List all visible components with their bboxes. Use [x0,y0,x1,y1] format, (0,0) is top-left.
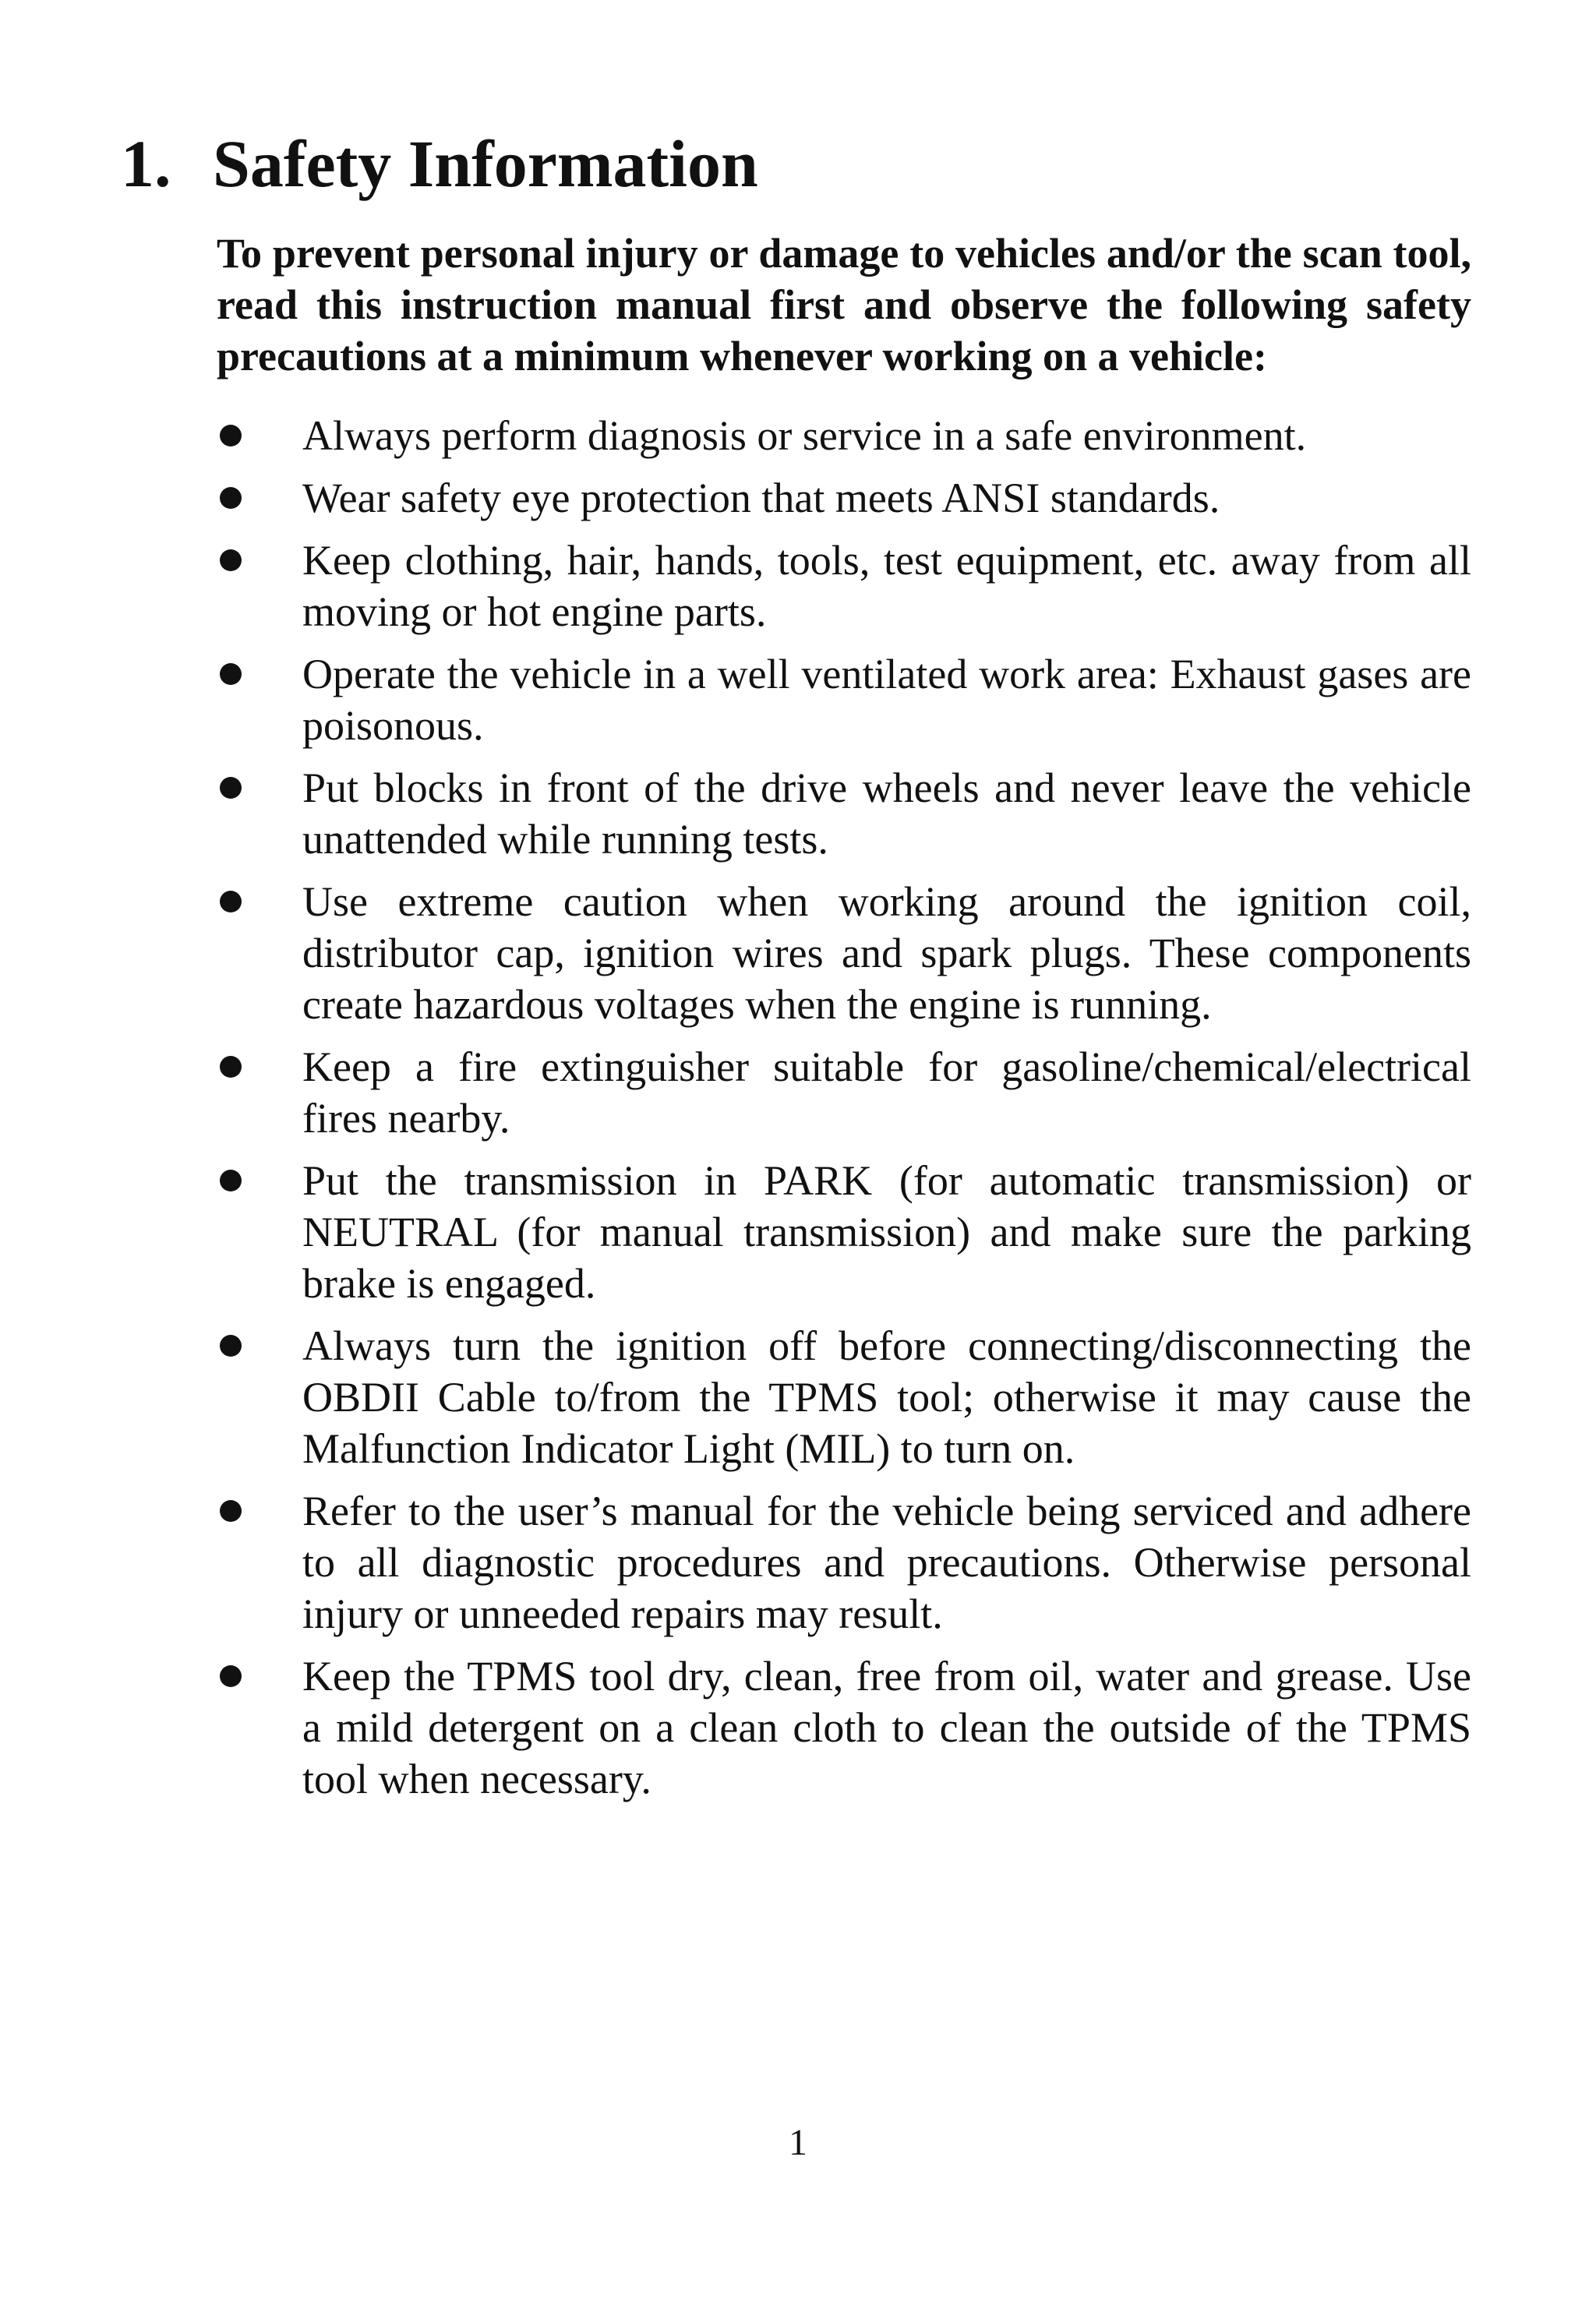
bullet-icon [220,1335,242,1357]
list-item [217,535,1471,637]
bullet-icon [220,549,242,571]
bullet-icon [220,1170,242,1191]
list-item-text: Wear safety eye protection that meets ANSI standards. [302,475,1220,521]
list-item-text: Put the transmission in PARK (for automatic transmission) or NEUTRAL (for manual transmission) and make sure the parking brake is engaged. [302,1157,1471,1307]
list-item-text: Operate the vehicle in a well ventilated work area: Exhaust gases are poisonous. [302,651,1471,749]
list-item-text: Keep a fire extinguisher suitable for gasoline/chemical/electrical fires nearby. [302,1043,1471,1142]
section-number: 1. [121,126,171,201]
intro-paragraph: To prevent personal injury or damage to vehicles and/or the scan tool, read this instruction manual first and observe the following safety precautions at a minimum whenever working on a vehicle: [217,230,1471,379]
list-item [217,472,1471,524]
page-number: 1 [789,2122,807,2163]
list-item-text: Refer to the user’s manual for the vehicle being serviced and adhere to all diagnostic procedures and precautions. Otherwise personal injury or unneeded repairs may result. [302,1488,1471,1637]
list-item-text: Put blocks in front of the drive wheels and never leave the vehicle unattended while running tests. [302,764,1471,863]
list-item-text: Keep the TPMS tool dry, clean, free from oil, water and grease. Use a mild detergent on a clean cloth to clean the outside of the TPMS tool when necessary. [302,1653,1471,1802]
list-item [217,1320,1471,1474]
bullet-icon [220,1500,242,1522]
list-item-text: Use extreme caution when working around the ignition coil, distributor cap, ignition wires and spark plugs. These components create hazardous voltages when the engine is running. [302,878,1471,1028]
bullet-icon [220,425,242,447]
list-item [217,876,1471,1030]
list-item-text: Always perform diagnosis or service in a safe environment. [302,412,1307,459]
section-heading [121,125,758,203]
list-item [217,1485,1471,1640]
safety-precautions-list [217,410,1471,1816]
list-item [217,1041,1471,1144]
list-item-text: Always turn the ignition off before connecting/disconnecting the OBDII Cable to/from the TPMS tool; otherwise it may cause the Malfunction Indicator Light (MIL) to turn on. [302,1322,1471,1472]
list-item [217,410,1471,461]
section-title: Safety Information [213,126,758,201]
bullet-icon [220,777,242,799]
bullet-icon [220,1665,242,1687]
bullet-icon [220,487,242,509]
bullet-icon [220,891,242,912]
list-item [217,762,1471,865]
list-item [217,648,1471,751]
bullet-icon [220,1056,242,1078]
list-item-text: Keep clothing, hair, hands, tools, test equipment, etc. away from all moving or hot engine parts. [302,537,1471,635]
list-item [217,1155,1471,1309]
bullet-icon [220,663,242,685]
list-item [217,1650,1471,1805]
